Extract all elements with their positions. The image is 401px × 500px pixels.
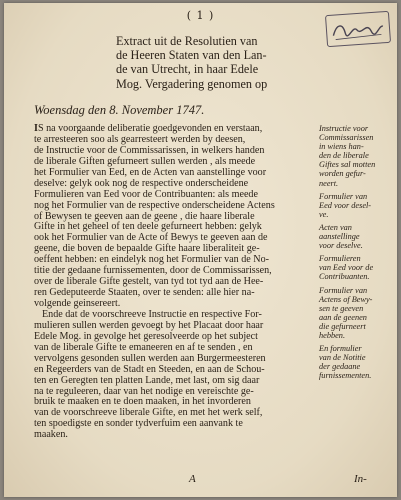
- title-line: de van Utrecht, in haar Edele: [116, 62, 259, 77]
- margin-note-line: aanstellinge: [319, 232, 360, 242]
- margin-note: [319, 223, 397, 250]
- margin-note: [319, 124, 397, 188]
- margin-note-line: En formulier: [319, 344, 362, 354]
- page-number: ( 1 ): [186, 9, 215, 22]
- margin-note-line: furnissementen.: [319, 371, 372, 381]
- margin-note-line: worden gefur-: [319, 169, 366, 179]
- body-line: titie der gedaane furnissementen, door de Commissarissen,: [34, 265, 272, 277]
- body-line: bruik te maaken en te doen maaken, in het invorderen: [34, 396, 251, 408]
- margin-note-line: van de Notitie: [319, 353, 366, 363]
- body-line: het Formulier van Eed, en de Acten van aanstellinge voor: [34, 166, 267, 178]
- margin-note-line: neert.: [319, 178, 339, 188]
- body-line: ren Gedeputeerde Staaten, over te senden: alle hier na-: [34, 287, 255, 299]
- body-line: ten spoedigste en sonder tydverfuim een aanvank te: [34, 418, 243, 430]
- margin-note-line: Instructie voor: [319, 124, 369, 133]
- margin-note-line: Acten van: [319, 222, 352, 232]
- margin-note-line: in wiens han-: [319, 142, 364, 152]
- margin-note-line: hebben.: [319, 330, 346, 340]
- body-line: te arresteeren soo als gearresteert werden by deesen,: [34, 133, 246, 145]
- document-title: [116, 34, 386, 91]
- margin-note: [319, 254, 397, 281]
- title-line: Mog. Vergadering genomen op: [116, 76, 268, 91]
- body-line: vervolgens gesonden sullen werden aan Burgermeesteren: [34, 352, 266, 364]
- body-line: Edele Mog. in gevolge het geresolveerde op het subject: [34, 330, 258, 342]
- margin-note-line: Contribuanten.: [319, 272, 370, 282]
- margin-notes: [319, 124, 397, 380]
- body-line: Formulieren van Eed voor de Contribuanten: als meede: [34, 188, 258, 200]
- body-line: of Bewysen te geeven aan de geene , die haare liberale: [34, 210, 255, 222]
- body-line: ook het Formulier van de Acte of Bewys te geeven aan de: [34, 232, 268, 244]
- body-line: over de liberale Gifte gestelt, van tyd tot tyd aan de Hee-: [34, 276, 264, 288]
- body-line: na te reguleeren, daar van het nodige en vereischte ge-: [34, 385, 254, 397]
- body-line-text: S na voorgaande deliberatie goedgevonden en verstaan,: [37, 123, 263, 134]
- drop-cap: I: [34, 123, 38, 134]
- body-line: deselve: gelyk ook nog de respective onderscheidene: [34, 177, 249, 189]
- margin-note-line: van Eed voor de: [319, 263, 374, 273]
- margin-note-line: voor deselve.: [319, 241, 363, 251]
- body-line: ten en Geregten ten platten Lande, met last, om sig daar: [34, 374, 260, 386]
- margin-note-line: ve.: [319, 209, 329, 219]
- signature-mark: A: [189, 473, 196, 485]
- body-line: oeffent hebben: en eindelyk nog het Formulier van de No-: [34, 254, 269, 266]
- title-line: Extract uit de Resolutien van: [116, 34, 258, 48]
- body-line: Ende dat de voorschreeve Instructie en respective For-: [42, 308, 262, 320]
- body-line: geene, die boven de bepaalde Gifte haare liberaliteit ge-: [34, 243, 260, 255]
- resolution-date: Woensdag den 8. November 1747.: [34, 103, 205, 117]
- title-line: de Heeren Staten van den Lan-: [116, 48, 267, 63]
- margin-note-line: Formulieren: [319, 254, 361, 264]
- margin-note-line: Commissarissen: [319, 133, 374, 143]
- document-page: [4, 3, 397, 497]
- margin-note-line: Formulier van: [319, 191, 368, 201]
- body-line: de liberale Giften gefurneert sullen werden , als meede: [34, 155, 256, 167]
- body-line: van de voorschreeve liberale Gifte, en met het werk self,: [34, 407, 263, 419]
- body-line: nog het Formulier van de respective onderscheidene Actens: [34, 199, 275, 211]
- body-line: de Instructie voor de Commissarissen, in welkers handen: [34, 144, 265, 156]
- catchword: In-: [354, 473, 367, 485]
- margin-note-line: der gedaane: [319, 362, 361, 372]
- margin-note-line: Actens of Bewy-: [319, 294, 373, 304]
- margin-note-line: den de liberale: [319, 151, 369, 161]
- margin-note: [319, 286, 397, 341]
- margin-note: [319, 344, 397, 380]
- margin-note-line: die gefurneert: [319, 321, 366, 331]
- body-line: Gifte in het geheel of ten deele gefurneert hebben: gelyk: [34, 221, 262, 233]
- body-line: van de liberale Gifte te emaneeren en af te senden , en: [34, 341, 253, 353]
- margin-note: [319, 192, 397, 219]
- body-line: mulieren sullen werden gevoegt by het Placaat door haar: [34, 319, 264, 331]
- body-line: volgende geinsereert.: [34, 298, 121, 309]
- margin-note-line: Eed voor desel-: [319, 200, 372, 210]
- margin-note-line: Giftes sal motten: [319, 160, 376, 170]
- body-line: maaken.: [34, 429, 68, 441]
- margin-note-line: sen te geeven: [319, 303, 364, 313]
- margin-note-line: Formulier van: [319, 285, 368, 295]
- body-line: en Regeerders van de Stadt en Steeden, en aan de Schou-: [34, 363, 265, 375]
- resolution-body: [34, 124, 314, 441]
- margin-note-line: aan de geenen: [319, 312, 367, 322]
